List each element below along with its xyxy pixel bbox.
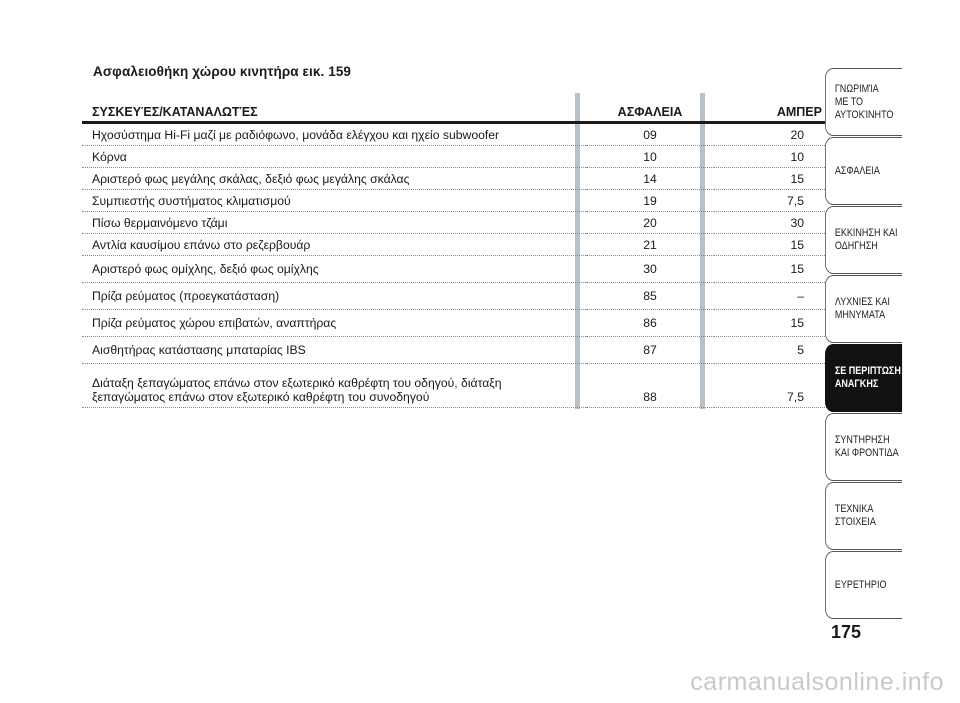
header-device: ΣΥΣΚΕΥΈΣ/ΚΑΤΑΝΑΛΩΤΈΣ <box>82 93 586 123</box>
chapter-tab-label: ΕΥΡΕΤΗΡΙΟ <box>834 578 887 591</box>
device-cell: Αισθητήρας κατάστασης μπαταρίας IBS <box>82 337 586 364</box>
chapter-tab-label: ΑΣΦΑΛΕΙΑ <box>834 164 880 177</box>
header-fuse: ΑΣΦΑΛΕΙΑ <box>586 93 714 123</box>
chapter-tabs <box>825 68 919 620</box>
chapter-tab-label: ΣΕ ΠΕΡΙΠΤΩΣΗ ΑΝΑΓΚΗΣ <box>834 365 901 390</box>
table-row <box>82 364 849 408</box>
table-row <box>82 123 849 146</box>
table-row <box>82 146 849 168</box>
table-body <box>82 123 849 408</box>
page-number: 175 <box>830 622 862 642</box>
chapter-tab[interactable] <box>825 137 902 205</box>
chapter-tab[interactable] <box>825 68 902 136</box>
table-header-row <box>82 93 849 123</box>
table-row <box>82 283 849 310</box>
chapter-tab-label: ΛΥΧΝΙΕΣ ΚΑΙ ΜΗΝΥΜΑΤΑ <box>834 296 890 321</box>
chapter-tab[interactable] <box>825 275 902 343</box>
chapter-tab[interactable] <box>825 413 902 481</box>
chapter-tab-label: ΕΚΚΙΝΗΣΗ ΚΑΙ ΟΔΗΓΗΣΗ <box>834 227 898 252</box>
device-cell: Αριστερό φως μεγάλης σκάλας, δεξιό φως μεγάλης σκάλας <box>82 168 586 190</box>
page-title: Ασφαλειοθήκη χώρου κινητήρα εικ. 159 <box>93 64 352 79</box>
header-amp: ΑΜΠΕΡ <box>714 93 849 123</box>
amp-cell: 15 <box>714 310 849 337</box>
table-row <box>82 337 849 364</box>
table-row <box>82 310 849 337</box>
device-cell: Συμπιεστής συστήματος κλιματισμού <box>82 190 586 212</box>
fuse-cell: 85 <box>586 283 714 310</box>
fuse-cell: 10 <box>586 146 714 168</box>
chapter-tab-label: ΤΕΧΝΙΚΑ ΣΤΟΙΧΕΙΑ <box>834 503 876 528</box>
amp-cell: 10 <box>714 146 849 168</box>
fuse-cell: 86 <box>586 310 714 337</box>
table-row <box>82 256 849 283</box>
watermark: carmanualsonline.info <box>690 668 944 696</box>
amp-cell: 7,5 <box>714 190 849 212</box>
amp-cell: 15 <box>714 168 849 190</box>
device-cell: Αριστερό φως ομίχλης, δεξιό φως ομίχλης <box>82 256 586 283</box>
amp-cell: 15 <box>714 256 849 283</box>
chapter-tab[interactable] <box>825 206 902 274</box>
device-cell: Κόρνα <box>82 146 586 168</box>
fuse-cell: 88 <box>586 364 714 408</box>
amp-cell: 5 <box>714 337 849 364</box>
amp-cell: – <box>714 283 849 310</box>
chapter-tab-label: ΣΥΝΤΗΡΗΣΗ ΚΑΙ ΦΡΟΝΤΙΔΑ <box>834 434 899 459</box>
fuse-cell: 14 <box>586 168 714 190</box>
fuse-cell: 21 <box>586 234 714 256</box>
amp-cell: 20 <box>714 123 849 146</box>
device-cell: Πρίζα ρεύματος χώρου επιβατών, αναπτήρας <box>82 310 586 337</box>
device-cell: Πρίζα ρεύματος (προεγκατάσταση) <box>82 283 586 310</box>
device-cell: Πίσω θερμαινόμενο τζάμι <box>82 212 586 234</box>
chapter-tab-label: ΓΝΩΡΙΜΊΑ ΜΕ ΤΟ ΑΥΤΟΚΊΝΗΤΟ <box>834 82 894 121</box>
device-cell: Ηχοσύστημα Hi-Fi μαζί με ραδιόφωνο, μονάδα ελέγχου και ηχείο subwoofer <box>82 123 586 146</box>
device-cell: Αντλία καυσίμου επάνω στο ρεζερβουάρ <box>82 234 586 256</box>
fuse-cell: 20 <box>586 212 714 234</box>
fuse-cell: 30 <box>586 256 714 283</box>
fuse-cell: 19 <box>586 190 714 212</box>
chapter-tab[interactable] <box>825 482 902 550</box>
amp-cell: 30 <box>714 212 849 234</box>
amp-cell: 15 <box>714 234 849 256</box>
amp-cell: 7,5 <box>714 364 849 408</box>
chapter-tab[interactable] <box>825 344 902 412</box>
table-row <box>82 234 849 256</box>
fuse-table <box>82 93 849 408</box>
fuse-cell: 87 <box>586 337 714 364</box>
table-row <box>82 212 849 234</box>
chapter-tab[interactable] <box>825 551 902 619</box>
fuse-cell: 09 <box>586 123 714 146</box>
device-cell: Διάταξη ξεπαγώματος επάνω στον εξωτερικό καθρέφτη του οδηγού, διάταξη ξεπαγώματος επάνω στον εξωτερικό καθρέφτη του συνοδηγού <box>82 364 586 408</box>
table-row <box>82 190 849 212</box>
table-row <box>82 168 849 190</box>
